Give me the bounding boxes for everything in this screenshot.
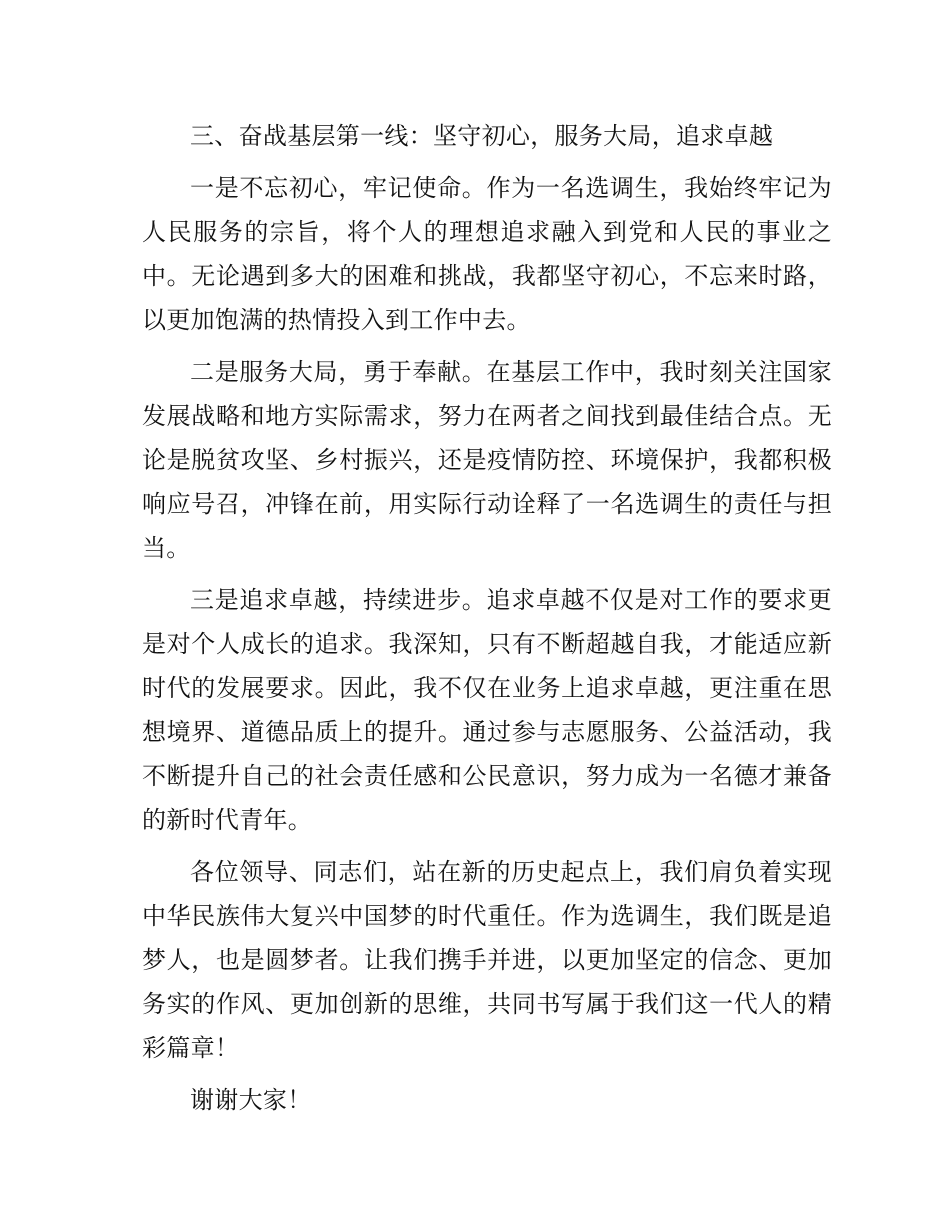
paragraph-1: 一是不忘初心，牢记使命。作为一名选调生，我始终牢记为人民服务的宗旨，将个人的理想追求融入到党和人民的事业之中。无论遇到多大的困难和挑战，我都坚守初心，不忘来时路，以更加饱满的热情投入到工作中去。 [142, 174, 832, 334]
paragraph-4: 各位领导、同志们，站在新的历史起点上，我们肩负着实现中华民族伟大复兴中国梦的时代重任。作为选调生，我们既是追梦人，也是圆梦者。让我们携手并进，以更加坚定的信念、更加务实的作风、更加创新的思维，共同书写属于我们这一代人的精彩篇章！ [142, 858, 832, 1062]
section-heading: 三、奋战基层第一线：坚守初心，服务大局，追求卓越 [190, 122, 774, 150]
closing-line: 谢谢大家！ [190, 1086, 312, 1114]
paragraph-2: 二是服务大局，勇于奉献。在基层工作中，我时刻关注国家发展战略和地方实际需求，努力在两者之间找到最佳结合点。无论是脱贫攻坚、乡村振兴，还是疫情防控、环境保护，我都积极响应号召，冲锋在前，用实际行动诠释了一名选调生的责任与担当。 [142, 358, 832, 562]
paragraph-3: 三是追求卓越，持续进步。追求卓越不仅是对工作的要求更是对个人成长的追求。我深知，只有不断超越自我，才能适应新时代的发展要求。因此，我不仅在业务上追求卓越，更注重在思想境界、道德品质上的提升。通过参与志愿服务、公益活动，我不断提升自己的社会责任感和公民意识，努力成为一名德才兼备的新时代青年。 [142, 586, 832, 834]
document-body [142, 114, 832, 1130]
